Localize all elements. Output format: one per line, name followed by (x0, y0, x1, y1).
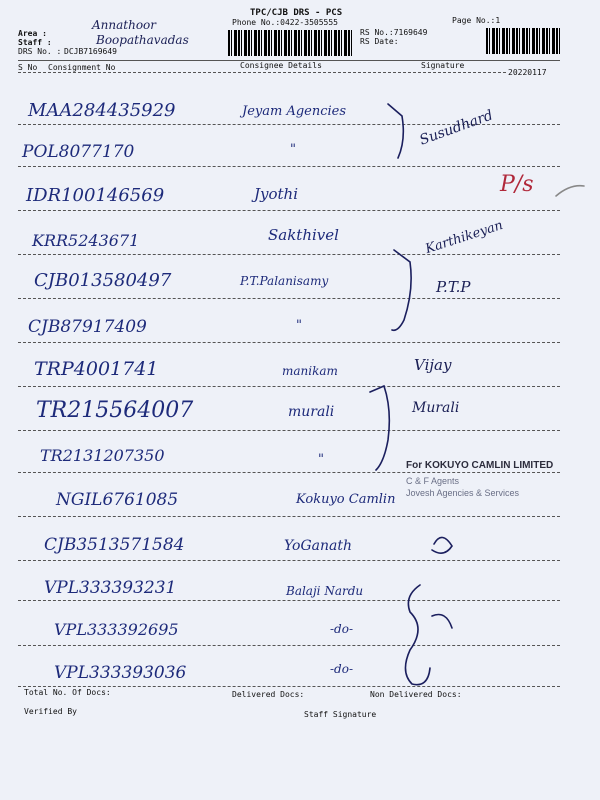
area-handwritten: Annathoor (92, 18, 157, 32)
date-code: 20220117 (508, 68, 547, 77)
consignment-no-12: VPL333393231 (44, 578, 177, 598)
consignee-6: " (296, 318, 302, 333)
consignment-no-5: CJB013580497 (34, 270, 172, 291)
consignment-no-10: NGIL6761085 (56, 490, 179, 510)
rs-date: RS Date: (360, 37, 399, 46)
signature-1: Susudhard (417, 107, 496, 149)
phone-number: Phone No.:0422-3505555 (232, 18, 338, 27)
consignment-no-8: TR215564007 (36, 398, 194, 423)
non-delivered-docs-label: Non Delivered Docs: (370, 690, 462, 699)
consignee-7: manikam (282, 364, 338, 378)
staff-handwritten: Boopathavadas (96, 33, 189, 47)
tick-mark-1 (432, 537, 452, 553)
signature-5: Vijay (414, 356, 452, 374)
rs-number: RS No.:7169649 (360, 28, 428, 37)
staff-signature-label: Staff Signature (304, 710, 377, 719)
brace-mark-3 (370, 386, 389, 470)
consignment-no-14: VPL333393036 (54, 663, 187, 683)
page-number: Page No.:1 (452, 16, 501, 25)
drs-no-label: DRS No. : (18, 47, 62, 56)
stamp-company: For KOKUYO CAMLIN LIMITED (406, 460, 554, 471)
staff-label: Staff : (18, 38, 52, 47)
tick-mark-2 (432, 615, 452, 629)
consignment-no-11: CJB3513571584 (44, 535, 185, 555)
delivered-docs-label: Delivered Docs: (232, 690, 305, 699)
consignment-no-2: POL8077170 (22, 142, 135, 162)
scribble-right (556, 186, 584, 196)
verified-by-label: Verified By (24, 707, 77, 716)
consignment-no-1: MAA284435929 (28, 100, 176, 121)
brace-mark-4 (405, 585, 430, 685)
consignment-no-9: TR2131207350 (40, 446, 165, 465)
signature-2: P/s (500, 172, 534, 197)
column-consignment-no: Consignment No (48, 63, 116, 72)
consignee-8: murali (288, 404, 335, 420)
consignment-no-6: CJB87917409 (28, 317, 147, 337)
stamp-agency: Jovesh Agencies & Services (406, 488, 520, 498)
consignee-13: -do- (330, 622, 354, 636)
consignee-2: " (290, 142, 296, 157)
consignment-no-3: IDR100146569 (26, 185, 165, 206)
consignee-14: -do- (330, 662, 354, 676)
consignee-9: " (318, 452, 324, 467)
column-sno: S No (18, 63, 38, 72)
consignment-no-7: TRP4001741 (34, 358, 159, 380)
signature-3: Karthikeyan (423, 217, 505, 258)
consignee-4: Sakthivel (268, 226, 339, 244)
total-docs-label: Total No. Of Docs: (24, 688, 111, 697)
consignee-11: YoGanath (284, 538, 352, 554)
stamp-agents: C & F Agents (406, 476, 460, 486)
drs-no-value: DCJB7169649 (64, 47, 117, 56)
consignee-3: Jyothi (254, 185, 299, 203)
brace-mark-2 (392, 250, 411, 330)
area-label: Area : (18, 29, 47, 38)
consignee-5: P.T.Palanisamy (240, 274, 329, 288)
consignee-1: Jeyam Agencies (242, 104, 347, 119)
signature-6: Murali (412, 400, 460, 416)
column-consignee-details: Consignee Details (240, 61, 322, 70)
document-title: TPC/CJB DRS - PCS (250, 8, 343, 18)
consignment-no-4: KRR5243671 (32, 231, 140, 250)
consignment-no-13: VPL333392695 (54, 620, 179, 639)
consignee-10: Kokuyo Camlin (296, 492, 396, 507)
consignee-12: Balaji Nardu (286, 584, 364, 598)
signature-4: P.T.P (436, 278, 471, 296)
brace-mark-1 (388, 104, 403, 158)
column-signature: Signature (421, 61, 465, 70)
